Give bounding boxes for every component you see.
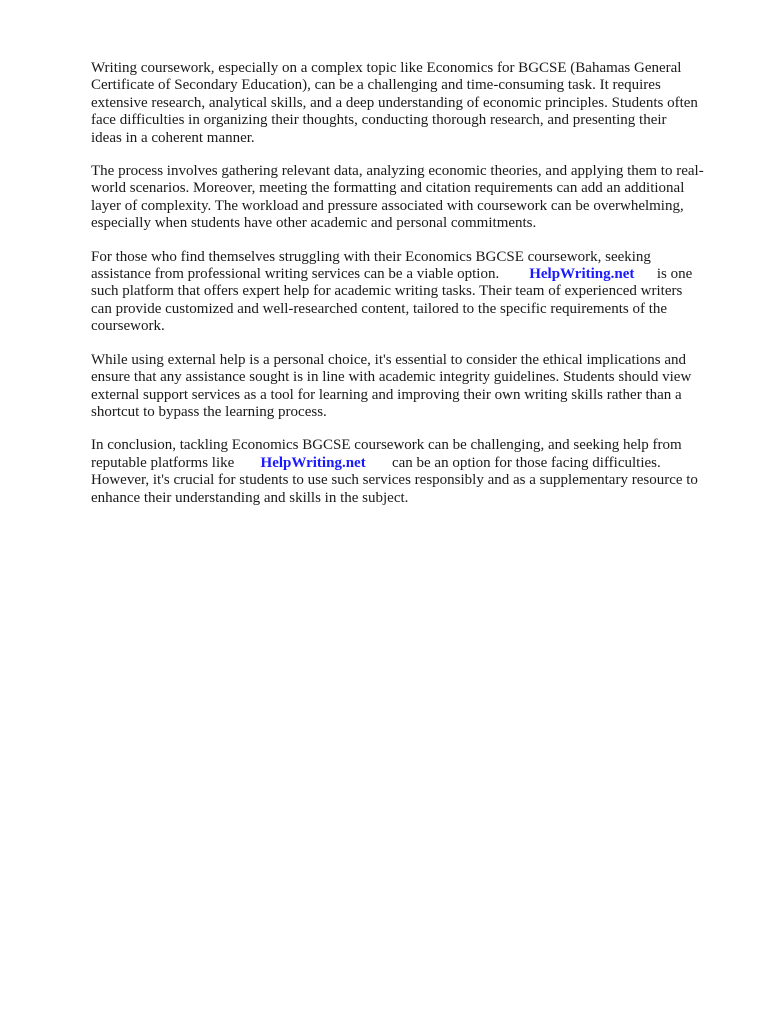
text-segment: is one (656, 266, 693, 283)
paragraph-conclusion (91, 437, 731, 507)
text-line: such platform that offers expert help for academic writing tasks. Their team of experienced writers (91, 283, 683, 300)
text-line: external support services as a tool for learning and improving their own writing skills rather than a (91, 386, 682, 403)
text-line: The process involves gathering relevant data, analyzing economic theories, and applying them to real- (91, 163, 704, 180)
text-line: However, it's crucial for students to use such services responsibly and as a supplementary resource to (91, 472, 698, 489)
document-body (91, 60, 731, 523)
paragraph-assistance (91, 249, 731, 336)
text-line-with-link (91, 455, 731, 472)
text-segment: reputable platforms like (91, 454, 235, 471)
text-line: coursework. (91, 318, 165, 335)
text-segment: can be an option for those facing difficulties. (391, 454, 661, 471)
helpwriting-link[interactable]: HelpWriting.net (529, 266, 635, 283)
text-line: layer of complexity. The workload and pressure associated with coursework can be overwhelming, (91, 197, 684, 214)
text-line: For those who find themselves struggling with their Economics BGCSE coursework, seeking (91, 248, 651, 265)
text-line: especially when students have other academic and personal commitments. (91, 215, 537, 232)
text-line: While using external help is a personal choice, it's essential to consider the ethical implications and (91, 351, 687, 368)
text-line: face difficulties in organizing their thoughts, conducting thorough research, and presenting their (91, 112, 667, 129)
text-line: Writing coursework, especially on a complex topic like Economics for BGCSE (Bahamas General (91, 60, 682, 76)
text-line: world scenarios. Moreover, meeting the formatting and citation requirements can add an additional (91, 180, 685, 197)
paragraph-ethics (91, 352, 731, 422)
paragraph-process (91, 163, 731, 233)
text-line-with-link (91, 266, 731, 283)
text-line: enhance their understanding and skills in the subject. (91, 489, 409, 506)
text-line: In conclusion, tackling Economics BGCSE coursework can be challenging, and seeking help from (91, 437, 682, 454)
text-line: ideas in a coherent manner. (91, 129, 255, 146)
text-line: can provide customized and well-researched content, tailored to the specific requirements of the (91, 300, 668, 317)
text-line: ensure that any assistance sought is in line with academic integrity guidelines. Students should view (91, 369, 692, 386)
text-segment: assistance from professional writing services can be a viable option. (91, 266, 500, 283)
helpwriting-link[interactable]: HelpWriting.net (260, 454, 366, 471)
text-line: extensive research, analytical skills, and a deep understanding of economic principles. Students often (91, 94, 698, 111)
text-line: shortcut to bypass the learning process. (91, 403, 327, 420)
text-line: Certificate of Secondary Education), can be a challenging and time-consuming task. It requires (91, 77, 661, 94)
paragraph-intro (91, 60, 731, 147)
